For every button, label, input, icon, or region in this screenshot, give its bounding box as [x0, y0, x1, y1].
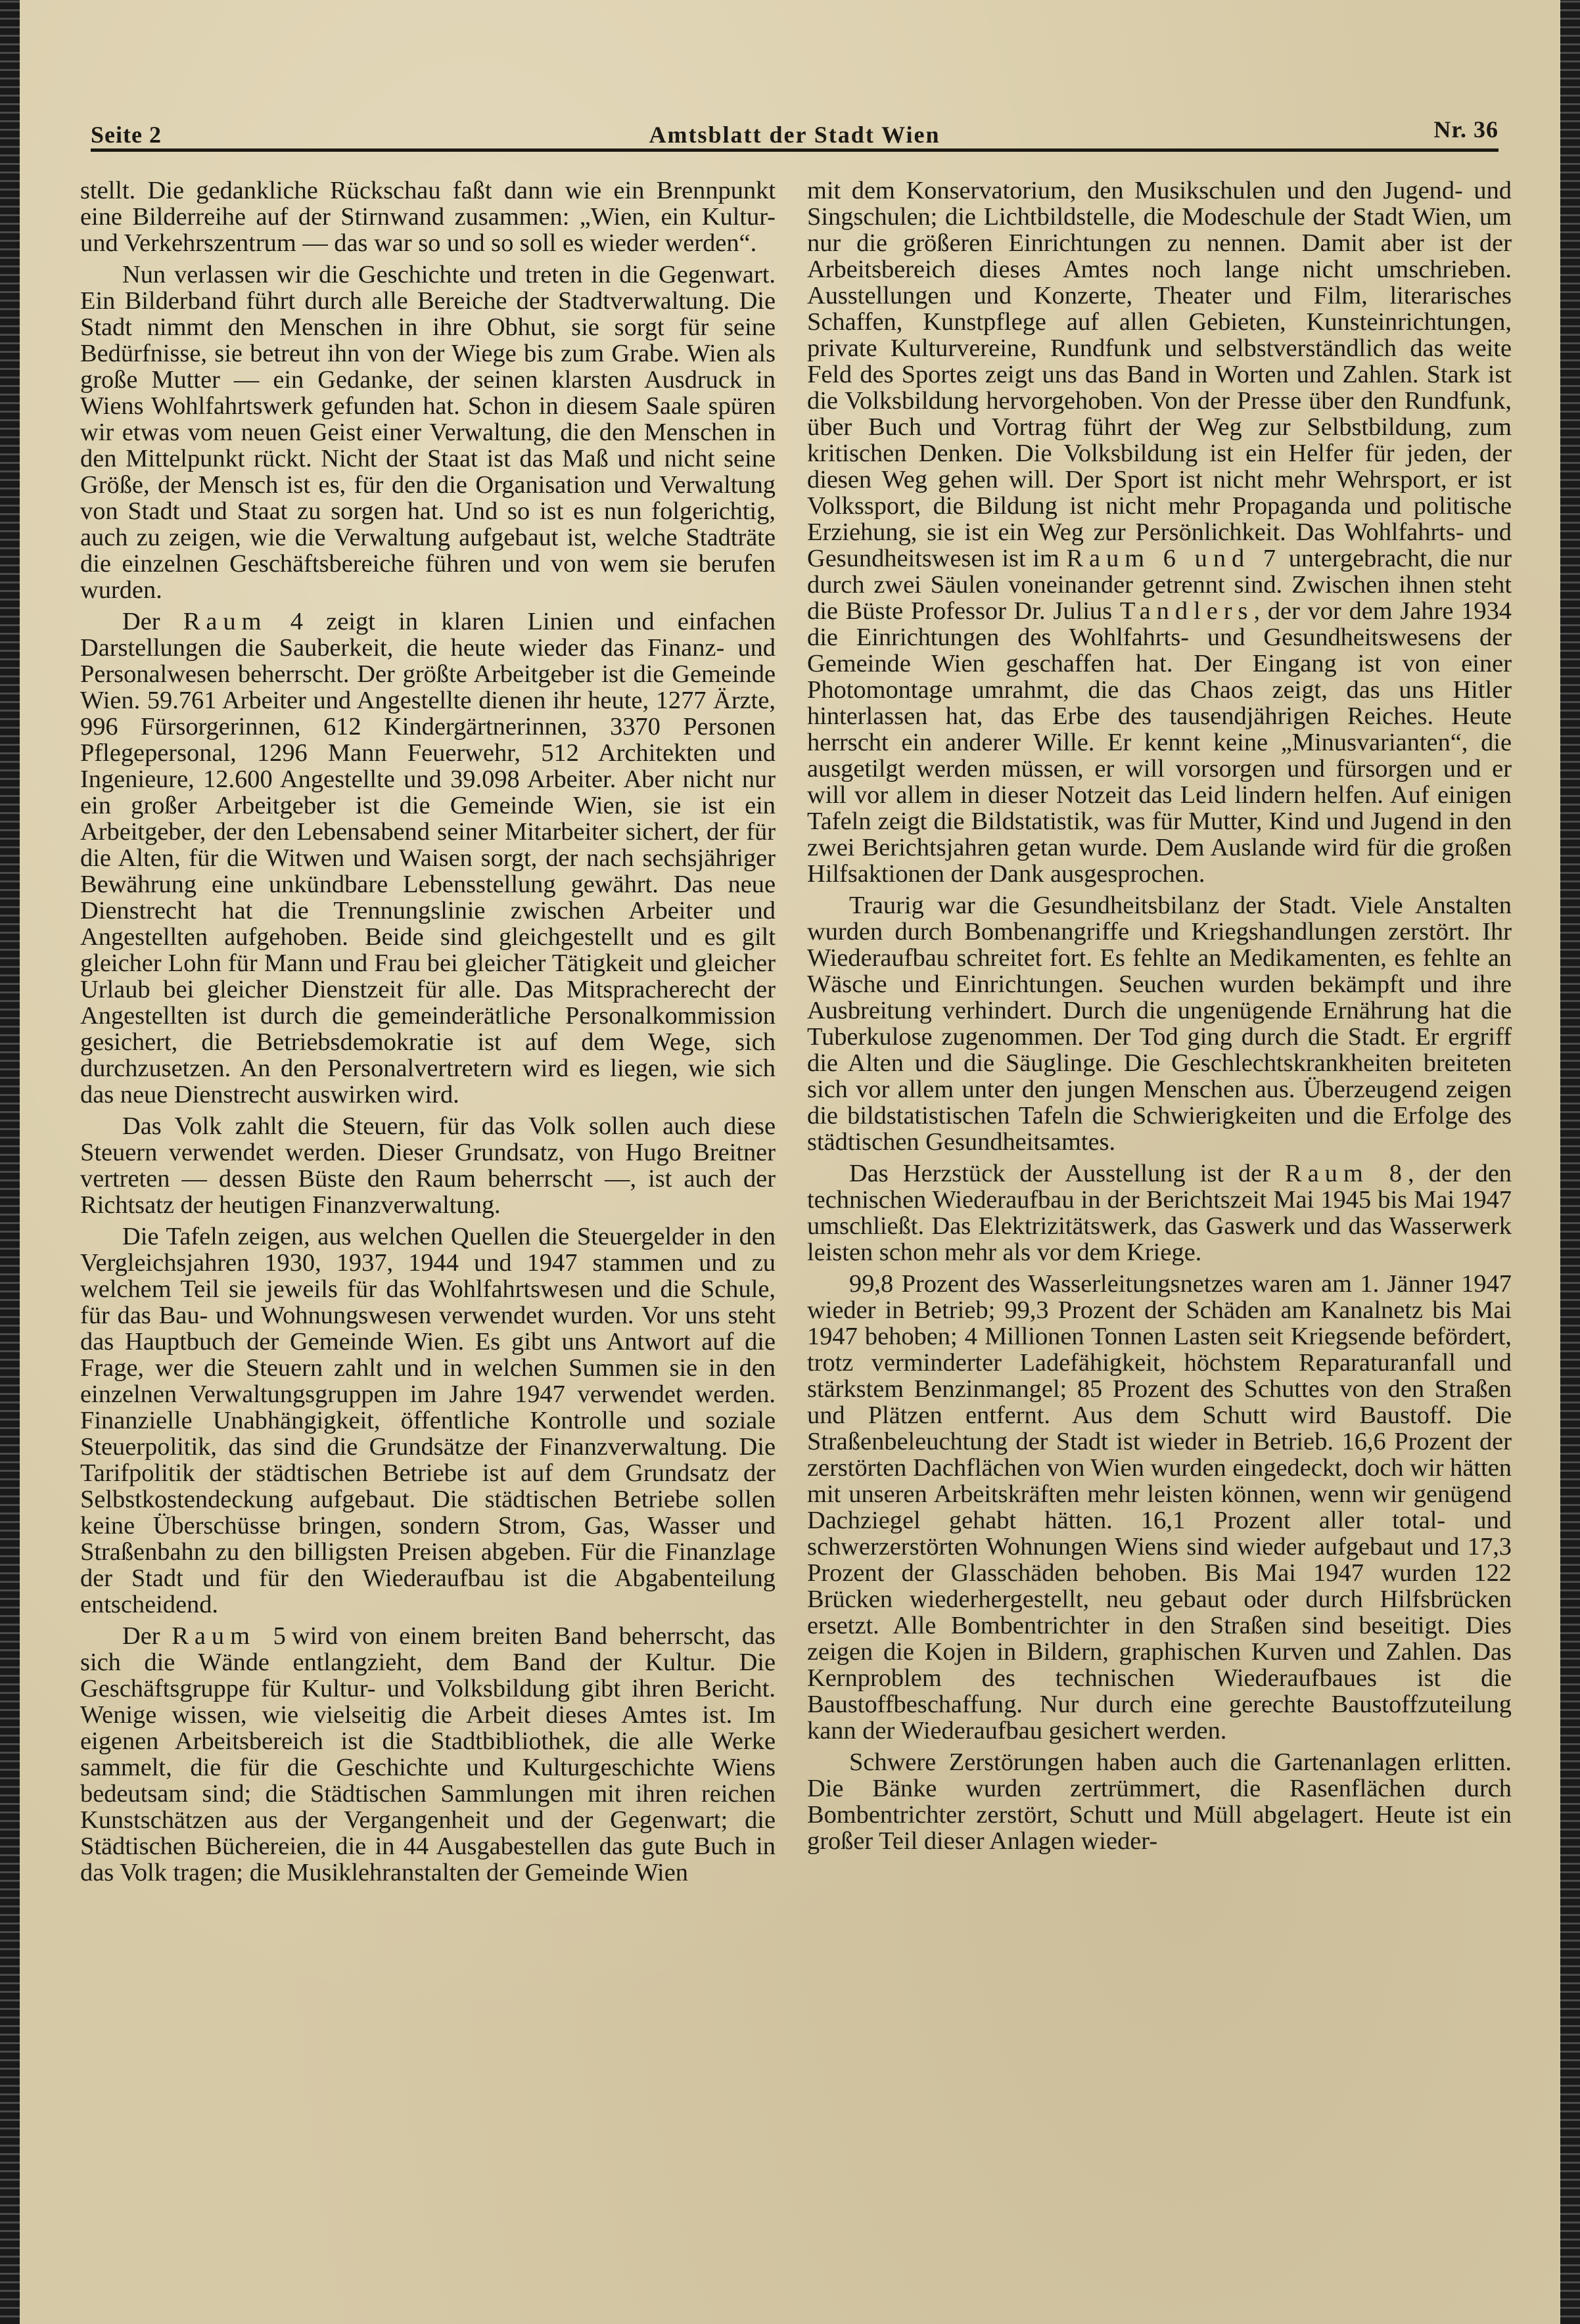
text-run: , der vor dem Jahre 1934 die Einrichtungen des Wohlfahrts- und Gesundheitswesens der Gemeinde Wien geschaffen hat. Der Eingang ist von einer Photomontage umrahmt, die das Chaos zeigt, das uns Hitler hinterlassen hat, das Erbe des tausendjährigen Reiches. Heute herrscht ein anderer Wille. Er kennt keine „Minusvarianten“, die ausgetilgt werden müssen, er will vorsorgen und fürsorgen und er will vor allem in dieser Notzeit das Leid lindern helfen. Auf einigen Tafeln zeigt die Bildstatistik, was für Mutter, Kind und Jugend in den zwei Berichtsjahren getan wurde. Dem Auslande wird für die großen Hilfsaktionen der Dank ausgesprochen.	[807, 597, 1512, 888]
text-run: wird von einem breiten Band beherrscht, das sich die Wände entlangzieht, dem Band der Kultur. Die Geschäftsgruppe für Kultur- und Volksbildung gibt ihren Bericht. Wenige wissen, wie vielseitig die Arbeit dieses Amtes ist. Im eigenen Arbeitsbereich ist die Stadtbibliothek, die alle Werke sammelt, die für die Geschichte und Kulturgeschichte Wiens bedeutsam sind; die Städtischen Sammlungen mit ihren reichen Kunstschätzen aus der Vergangenheit und der Gegenwart; die Städtischen Büchereien, die in 44 Ausgabestellen das gute Buch in das Volk tragen; die Musiklehranstalten der Gemeinde Wien	[80, 1622, 776, 1886]
page-number: Seite 2	[91, 122, 162, 148]
paragraph	[807, 1160, 1512, 1265]
text-run: , der den technischen Wiederaufbau in der Berichtszeit Mai 1945 bis Mai 1947 umschließt. Das Elektrizitätswerk, das Gaswerk und das Wasserwerk leisten schon mehr als vor dem Kriege.	[807, 1160, 1512, 1266]
paragraph: Traurig war die Gesundheitsbilanz der Stadt. Viele Anstalten wurden durch Bombenangriffe und Kriegshandlungen zerstört. Ihr Wiederaufbau schreitet fort. Es fehlte an Medikamenten, es fehlte an Wäsche und Einrichtungen. Seuchen wurden bekämpft und ihre Ausbreitung verhindert. Durch die ungenügende Ernährung hat die Tuberkulose zugenommen. Der Tod ging durch die Stadt. Er ergriff die Alten und die Säuglinge. Die Geschlechtskrankheiten breiteten sich vor allem unter den jungen Menschen aus. Überzeugend zeigen die bildstatistischen Tafeln die Schwierigkeiten und die Erfolge des städtischen Gesundheitsamtes.	[807, 892, 1512, 1156]
paragraph: Schwere Zerstörungen haben auch die Gartenanlagen erlitten. Die Bänke wurden zertrümmert, die Rasenflächen durch Bombentrichter zerstört, Schutt und Müll abgelagert. Heute ist ein großer Teil dieser Anlagen wieder-	[807, 1748, 1512, 1855]
right-column	[807, 177, 1512, 1854]
paragraph: 99,8 Prozent des Wasserleitungsnetzes waren am 1. Jänner 1947 wieder in Betrieb; 99,3 Prozent der Schäden am Kanalnetz bis Mai 1947 behoben; 4 Millionen Tonnen Lasten seit Kriegsende befördert, trotz verminderter Ladefähigkeit, höchstem Reparaturanfall und stärkstem Benzinmangel; 85 Prozent des Schuttes von den Straßen und Plätzen entfernt. Aus dem Schutt wird Baustoff. Die Straßenbeleuchtung der Stadt ist wieder in Betrieb. 16,6 Prozent der zerstörten Dachflächen von Wien wurden eingedeckt, doch wir hätten mit unseren Arbeitskräften mehr leisten können, wenn wir genügend Dachziegel gehabt hätten. 16,1 Prozent aller total- und schwerzerstörten Wohnungen Wiens sind wieder aufgebaut und 17,3 Prozent der Glasschäden behoben. Bis Mai 1947 wurden 122 Brücken wiederhergestellt, neu gebaut oder durch Hilfsbrücken ersetzt. Alle Bombentrichter in den Straßen sind beseitigt. Dies zeigen die Kojen in Bildern, graphischen Kurven und Zahlen. Das Kernproblem des technischen Wiederaufbaues ist die Baustoffbeschaffung. Nur durch eine gerechte Baustoffzuteilung kann der Wiederaufbau gesichert werden.	[807, 1270, 1512, 1744]
paragraph	[80, 608, 776, 1108]
text-run: Der	[122, 608, 160, 635]
spaced-term: Tandlers	[1119, 597, 1254, 625]
text-run: Das Herzstück der Ausstellung ist der	[849, 1160, 1270, 1187]
spaced-term: Raum 8	[1285, 1160, 1408, 1187]
header-rule	[91, 148, 1499, 152]
left-column	[80, 177, 776, 1886]
spaced-term: Raum	[183, 608, 267, 635]
text-run: untergebracht, die nur durch zwei Säulen voneinander getrennt sind. Zwischen ihnen steht die Büste Professor Dr. Julius	[807, 545, 1512, 625]
text-run: 4 zeigt in klaren Linien und einfachen Darstellungen die Sauberkeit, die heute wieder das Finanz- und Personalwesen beherrscht. Der größte Arbeitgeber ist die Gemeinde Wien. 59.761 Arbeiter und Angestellte dienen ihr heute, 1277 Ärzte, 996 Fürsorgerinnen, 612 Kindergärtnerinnen, 3370 Personen Pflegepersonal, 1296 Mann Feuerwehr, 512 Architekten und Ingenieure, 12.600 Angestellte und 39.098 Arbeiter. Aber nicht nur ein großer Arbeitgeber ist die Gemeinde Wien, sie ist ein Arbeitgeber, der den Lebensabend seiner Mitarbeiter sichert, der für die Alten, für die Witwen und Waisen sorgt, der nach sechsjähriger Bewährung eine unkündbare Lebensstellung gewährt. Das neue Dienstrecht hat die Trennungslinie zwischen Arbeiter und Angestellten aufgehoben. Beide sind gleichgestellt und es gilt gleicher Lohn für Mann und Frau bei gleicher Tätigkeit und gleicher Urlaub bei gleicher Dienstzeit für alle. Das Mitspracherecht der Angestellten ist durch die gemeinderätliche Personalkommission gesichert, die Betriebsdemokratie ist auf dem Wege, sich durchzusetzen. An den Personalvertretern wird es liegen, wie sich das neue Dienstrecht auswirken wird.	[80, 608, 776, 1108]
paragraph	[80, 1623, 776, 1886]
paragraph: Nun verlassen wir die Geschichte und treten in die Gegenwart. Ein Bilderband führt durch alle Bereiche der Stadtverwaltung. Die Stadt nimmt den Menschen in ihre Obhut, sie sorgt für seine Bedürfnisse, sie betreut ihn von der Wiege bis zum Grabe. Wien als große Mutter — ein Gedanke, der seinen klarsten Ausdruck in Wiens Wohlfahrtswerk gefunden hat. Schon in diesem Saale spüren wir etwas vom neuen Geist einer Verwaltung, die den Menschen in den Mittelpunkt rückt. Nicht der Staat ist das Maß und nicht seine Größe, der Mensch ist es, für den die Organisation und Verwaltung von Stadt und Staat zu sorgen hat. Und so ist es nun folgerichtig, auch zu zeigen, wie die Verwaltung aufgebaut ist, welche Stadträte die einzelnen Geschäftsbereiche führen und von wem sie berufen wurden.	[80, 261, 776, 604]
scan-edge-right	[1560, 0, 1580, 2324]
page-header	[91, 110, 1499, 150]
paragraph: stellt. Die gedankliche Rückschau faßt dann wie ein Brennpunkt eine Bilderreihe auf der Stirnwand zusammen: „Wien, ein Kultur- und Verkehrszentrum — das war so und so soll es wieder werden“.	[80, 177, 776, 257]
paragraph	[807, 177, 1512, 887]
paragraph: Die Tafeln zeigen, aus welchen Quellen die Steuergelder in den Vergleichsjahren 1930, 1937, 1944 und 1947 stammen und zu welchem Teil sie jeweils für das Wohlfahrtswesen und die Schule, für das Bau- und Wohnungswesen verwendet wurden. Vor uns steht das Hauptbuch der Gemeinde Wien. Es gibt uns Antwort auf die Frage, wer die Steuern zahlt und in welchen Summen sie in den einzelnen Verwaltungsgruppen im Jahre 1947 verwendet werden. Finanzielle Unabhängigkeit, öffentliche Kontrolle und soziale Steuerpolitik, das sind die Grundsätze der Finanzverwaltung. Die Tarifpolitik der städtischen Betriebe ist auf dem Grundsatz der Selbstkostendeckung aufgebaut. Die städtischen Betriebe sollen keine Überschüsse bringen, sondern Strom, Gas, Wasser und Straßenbahn zu den billigsten Preisen abgeben. Für die Finanzlage der Stadt und für den Wiederaufbau ist die Abgabenteilung entscheidend.	[80, 1223, 776, 1618]
publication-title: Amtsblatt der Stadt Wien	[649, 122, 941, 148]
scan-edge-left	[0, 0, 20, 2324]
text-run: Der	[122, 1622, 160, 1650]
issue-number: Nr. 36	[1433, 116, 1499, 143]
text-run: mit dem Konservatorium, den Musikschulen und den Jugend- und Singschulen; die Lichtbildstelle, die Modeschule der Stadt Wien, um nur die größeren Einrichtungen zu nennen. Damit aber ist der Arbeitsbereich dieses Amtes noch lange nicht umschrieben. Ausstellungen und Konzerte, Theater und Film, literarisches Schaffen, Kunstpflege auf allen Gebieten, Kunsteinrichtungen, private Kulturvereine, Rundfunk und selbstverständlich das weite Feld des Sportes zeigt uns das Band in Worten und Zahlen. Stark ist die Volksbildung hervorgehoben. Von der Presse über den Rundfunk, über Buch und Vortrag führt der Weg zur Selbstbildung, zum kritischen Denken. Die Volksbildung ist ein Helfer für jeden, der diesen Weg gehen will. Der Sport ist nicht mehr Wehrsport, er ist Volkssport, die Bildung ist nicht mehr Propaganda und politische Erziehung, sie ist ein Weg zur Persönlichkeit. Das Wohlfahrts- und Gesundheitswesen ist im	[807, 177, 1512, 572]
spaced-term: Raum 5	[172, 1622, 292, 1650]
spaced-term: Raum 6 und 7	[1066, 545, 1282, 572]
paragraph: Das Volk zahlt die Steuern, für das Volk sollen auch diese Steuern verwendet werden. Dieser Grundsatz, von Hugo Breitner vertreten — dessen Büste den Raum beherrscht —, ist auch der Richtsatz der heutigen Finanzverwaltung.	[80, 1112, 776, 1219]
